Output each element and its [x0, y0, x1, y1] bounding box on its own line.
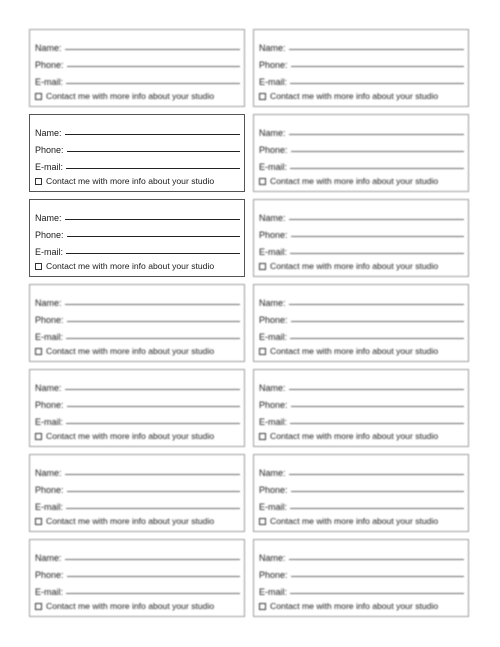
contact-me-checkbox[interactable] [35, 433, 42, 440]
name-row [259, 461, 464, 478]
email-label: E-mail: [259, 332, 288, 342]
name-row [35, 206, 240, 223]
phone-field[interactable] [67, 491, 240, 492]
phone-label: Phone: [35, 570, 64, 580]
name-field[interactable] [289, 49, 464, 50]
contact-me-row [259, 257, 464, 275]
phone-row [259, 223, 464, 240]
email-row [259, 495, 464, 512]
contact-me-label: Contact me with more info about your studio [46, 601, 215, 611]
email-row [259, 70, 464, 87]
phone-field[interactable] [67, 321, 240, 322]
phone-label: Phone: [259, 145, 288, 155]
name-field[interactable] [65, 474, 240, 475]
name-field[interactable] [65, 304, 240, 305]
email-row [259, 410, 464, 427]
email-row [35, 70, 240, 87]
contact-card [29, 539, 245, 617]
contact-card [253, 199, 469, 277]
email-row [35, 410, 240, 427]
email-row [259, 240, 464, 257]
contact-card [253, 369, 469, 447]
contact-me-row [35, 427, 240, 445]
email-label: E-mail: [35, 417, 64, 427]
contact-me-row [35, 512, 240, 530]
name-field[interactable] [289, 134, 464, 135]
contact-me-checkbox[interactable] [259, 93, 266, 100]
contact-me-label: Contact me with more info about your studio [46, 431, 215, 441]
phone-row [35, 223, 240, 240]
name-field[interactable] [65, 389, 240, 390]
email-field[interactable] [66, 423, 240, 424]
name-label: Name: [35, 383, 62, 393]
contact-me-label: Contact me with more info about your studio [46, 346, 215, 356]
email-field[interactable] [290, 593, 464, 594]
email-row [259, 325, 464, 342]
contact-card-sheet [29, 29, 469, 617]
contact-me-row [35, 342, 240, 360]
email-label: E-mail: [259, 247, 288, 257]
name-label: Name: [35, 43, 62, 53]
phone-label: Phone: [259, 570, 288, 580]
contact-me-checkbox[interactable] [35, 603, 42, 610]
phone-label: Phone: [35, 60, 64, 70]
contact-me-row [35, 87, 240, 105]
contact-me-row [35, 172, 240, 190]
email-label: E-mail: [259, 587, 288, 597]
name-row [259, 291, 464, 308]
email-field[interactable] [290, 168, 464, 169]
contact-me-checkbox[interactable] [35, 518, 42, 525]
email-field[interactable] [66, 83, 240, 84]
contact-me-checkbox[interactable] [35, 93, 42, 100]
phone-row [35, 53, 240, 70]
name-row [35, 36, 240, 53]
phone-row [259, 53, 464, 70]
name-field[interactable] [65, 219, 240, 220]
name-field[interactable] [289, 559, 464, 560]
phone-label: Phone: [35, 485, 64, 495]
phone-field[interactable] [67, 66, 240, 67]
name-row [259, 36, 464, 53]
name-label: Name: [259, 553, 286, 563]
contact-me-label: Contact me with more info about your studio [270, 431, 439, 441]
name-label: Name: [35, 128, 62, 138]
contact-card [29, 29, 245, 107]
phone-row [35, 563, 240, 580]
contact-me-row [259, 87, 464, 105]
contact-me-label: Contact me with more info about your studio [46, 91, 215, 101]
phone-label: Phone: [35, 145, 64, 155]
email-field[interactable] [290, 253, 464, 254]
email-label: E-mail: [259, 502, 288, 512]
name-row [259, 546, 464, 563]
name-label: Name: [259, 298, 286, 308]
phone-field[interactable] [291, 491, 464, 492]
phone-label: Phone: [259, 400, 288, 410]
email-label: E-mail: [35, 332, 64, 342]
contact-card [253, 29, 469, 107]
phone-field[interactable] [291, 66, 464, 67]
contact-me-row [259, 597, 464, 615]
email-field[interactable] [66, 253, 240, 254]
contact-me-checkbox[interactable] [259, 603, 266, 610]
phone-row [259, 478, 464, 495]
contact-card [29, 114, 245, 192]
contact-me-checkbox[interactable] [259, 263, 266, 270]
phone-row [259, 308, 464, 325]
name-row [35, 121, 240, 138]
contact-me-label: Contact me with more info about your studio [270, 176, 439, 186]
email-label: E-mail: [259, 77, 288, 87]
contact-card [29, 454, 245, 532]
name-row [35, 546, 240, 563]
name-field[interactable] [65, 134, 240, 135]
email-field[interactable] [66, 593, 240, 594]
email-row [35, 580, 240, 597]
contact-me-checkbox[interactable] [35, 348, 42, 355]
email-label: E-mail: [35, 162, 64, 172]
email-field[interactable] [290, 338, 464, 339]
phone-row [259, 563, 464, 580]
contact-me-row [259, 427, 464, 445]
contact-me-checkbox[interactable] [259, 178, 266, 185]
phone-row [259, 393, 464, 410]
contact-me-row [35, 257, 240, 275]
contact-card [29, 284, 245, 362]
name-field[interactable] [65, 559, 240, 560]
contact-me-label: Contact me with more info about your studio [46, 176, 215, 186]
contact-card [29, 369, 245, 447]
name-label: Name: [35, 298, 62, 308]
email-label: E-mail: [259, 417, 288, 427]
email-row [35, 155, 240, 172]
email-row [259, 580, 464, 597]
email-row [35, 325, 240, 342]
contact-me-label: Contact me with more info about your studio [270, 261, 439, 271]
contact-me-label: Contact me with more info about your studio [46, 516, 215, 526]
phone-label: Phone: [35, 230, 64, 240]
name-label: Name: [259, 213, 286, 223]
phone-row [259, 138, 464, 155]
phone-field[interactable] [291, 321, 464, 322]
email-row [259, 155, 464, 172]
contact-card [253, 114, 469, 192]
contact-card [253, 284, 469, 362]
name-label: Name: [35, 553, 62, 563]
email-row [35, 495, 240, 512]
phone-row [35, 478, 240, 495]
phone-field[interactable] [67, 576, 240, 577]
phone-label: Phone: [35, 400, 64, 410]
contact-me-label: Contact me with more info about your studio [270, 601, 439, 611]
contact-me-label: Contact me with more info about your studio [270, 346, 439, 356]
contact-me-label: Contact me with more info about your studio [270, 91, 439, 101]
phone-row [35, 138, 240, 155]
name-row [35, 376, 240, 393]
phone-field[interactable] [291, 406, 464, 407]
email-label: E-mail: [35, 247, 64, 257]
contact-me-checkbox[interactable] [35, 178, 42, 185]
email-field[interactable] [66, 338, 240, 339]
phone-field[interactable] [67, 151, 240, 152]
name-label: Name: [259, 383, 286, 393]
name-row [259, 121, 464, 138]
contact-card [253, 454, 469, 532]
contact-me-row [259, 342, 464, 360]
contact-me-label: Contact me with more info about your studio [46, 261, 215, 271]
name-field[interactable] [289, 304, 464, 305]
contact-me-checkbox[interactable] [259, 518, 266, 525]
email-field[interactable] [290, 423, 464, 424]
contact-me-checkbox[interactable] [259, 348, 266, 355]
phone-label: Phone: [259, 315, 288, 325]
phone-field[interactable] [291, 236, 464, 237]
name-row [259, 376, 464, 393]
name-label: Name: [259, 128, 286, 138]
phone-row [35, 393, 240, 410]
phone-field[interactable] [291, 576, 464, 577]
phone-field[interactable] [67, 406, 240, 407]
contact-me-row [35, 597, 240, 615]
email-label: E-mail: [35, 502, 64, 512]
name-label: Name: [35, 468, 62, 478]
phone-row [35, 308, 240, 325]
email-field[interactable] [66, 168, 240, 169]
name-label: Name: [35, 213, 62, 223]
phone-label: Phone: [259, 485, 288, 495]
name-field[interactable] [65, 49, 240, 50]
contact-me-checkbox[interactable] [35, 263, 42, 270]
phone-label: Phone: [35, 315, 64, 325]
name-label: Name: [259, 468, 286, 478]
email-field[interactable] [66, 508, 240, 509]
contact-me-row [259, 512, 464, 530]
name-label: Name: [259, 43, 286, 53]
email-field[interactable] [290, 83, 464, 84]
name-field[interactable] [289, 219, 464, 220]
name-row [259, 206, 464, 223]
contact-me-label: Contact me with more info about your studio [270, 516, 439, 526]
phone-field[interactable] [67, 236, 240, 237]
name-row [35, 291, 240, 308]
name-row [35, 461, 240, 478]
phone-label: Phone: [259, 230, 288, 240]
email-label: E-mail: [35, 587, 64, 597]
contact-card [253, 539, 469, 617]
phone-label: Phone: [259, 60, 288, 70]
contact-me-row [259, 172, 464, 190]
email-label: E-mail: [35, 77, 64, 87]
name-field[interactable] [289, 389, 464, 390]
phone-field[interactable] [291, 151, 464, 152]
email-field[interactable] [290, 508, 464, 509]
contact-me-checkbox[interactable] [259, 433, 266, 440]
email-label: E-mail: [259, 162, 288, 172]
contact-card [29, 199, 245, 277]
name-field[interactable] [289, 474, 464, 475]
email-row [35, 240, 240, 257]
